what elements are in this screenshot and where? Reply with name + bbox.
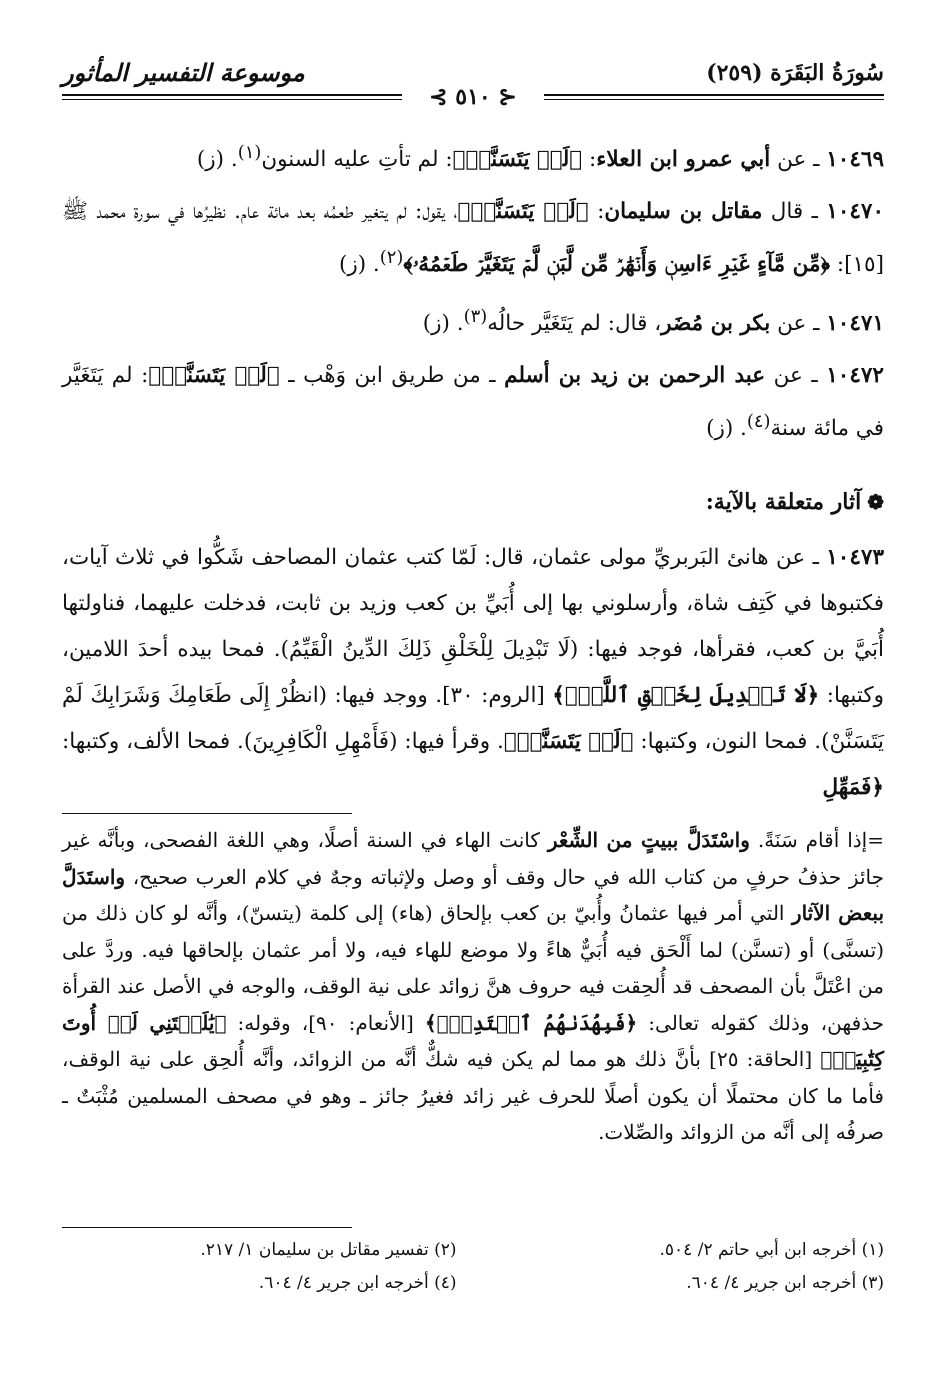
header-rule-right	[544, 94, 884, 100]
text-run: ـ عن	[770, 147, 827, 173]
entry-number: ١٠٤٧٢	[826, 363, 884, 389]
bold-text: ﴿لَمۡ يَتَسَنَّهۡ﴾	[452, 147, 583, 173]
text-run: ـ عن هانئ البَربريِّ مولى عثمان، قال: لَمّا كتب عثمان المصاحف شَكُّوا في ثلاث آيات، فكتبوها في كَتِف شاة، وأرسلوني بها إلى أُبَيِّ بن كعب وزيد بن ثابت، فدخلت عليهما، فناولتها أُبَيَّ بن كعب، فقرأها، فوجد فيها: (لَا تَبْدِيلَ لِلْخَلْقِ ذَلِكَ الدِّينُ الْقَيِّمُ). فمحا بيده أحدَ اللامين، وكتبها:	[62, 544, 885, 708]
bold-text: ﴿فَبِهُدَىٰهُمُ ٱقۡتَدِهۡۗ﴾	[424, 1010, 638, 1035]
text-run: : لم يَتَغَيَّر في مائة سنة	[62, 363, 884, 442]
narration-entry	[62, 130, 884, 183]
narration-entry	[62, 535, 884, 811]
main-text	[62, 130, 884, 817]
footnote-separator	[62, 1227, 352, 1228]
text-run: ـ من طريق ابن وَهْب ـ	[279, 363, 505, 389]
section-heading	[62, 479, 884, 525]
commentary-continuation	[62, 822, 884, 1151]
book-title: موسوعة التفسير المأثور	[62, 58, 305, 87]
footnote-column-right	[489, 1234, 884, 1300]
footnote-marker: (٣)	[463, 306, 488, 328]
text-run: ، قال: لم يَتَغَيَّر حالُه	[487, 311, 662, 337]
text-run: : لم تأتِ عليه السنون	[261, 147, 453, 173]
text-run: [الحاقة: ٢٥] بأنَّ ذلك هو مما لم يكن فيه شكٌّ أنَّه من الزوائد، وأنَّه أُلحِق على نية الوقف، فأما ما كان محتملًا أن يكون أصلًا للحرف غير زائد فغيرُ جائز ـ وهو في مصحف المسلمين مُثْبَتٌ ـ صرفُه إلى أنَّه من الزوائد والصِّلات.	[62, 1047, 884, 1144]
footnote: (٣) أخرجه ابن جرير ٤/ ٦٠٤.	[686, 1273, 884, 1293]
text-run: . (ز)	[422, 311, 464, 337]
text-run: ـ عن	[770, 311, 827, 337]
footnote-marker: (٢)	[379, 247, 404, 269]
section-heading-text: آثار متعلقة بالآية:	[705, 488, 862, 515]
bold-text: ﴿مِّن مَّآءٍ غَيۡرِ ءَاسِنٖ وَأَنۡهَٰرٞ مِّن لَّبَنٖ لَّمۡ يَتَغَيَّرۡ طَعۡمُهُۥ﴾	[403, 252, 831, 278]
bold-text: عبد الرحمن بن زيد بن أسلم	[504, 363, 766, 389]
bold-text: واسْتَدَلَّ ببيتٍ من الشِّعْر	[547, 828, 750, 852]
text-run: التي أمر فيها عثمانُ وأُبيّ بن كعب بإلحاق (هاء) إلى كلمة (يتسنّ)، وأنَّه لو كان ذلك من (تسنَّى) أو (تسنَّن) لما أَلْحَق فيه أُبَيٌّ هاءً ولا موضع للهاء فيه، ولا أمر عثمان بإلحاقها فيه. وردَّ على من اعْتَلَّ بأن المصحف قد أُلحِقت فيه حروف هنَّ زوائد على نية الوقف، والوجه في الأصل عند القرأة حذفهن، وذلك كقوله تعالى:	[62, 901, 884, 1035]
text-run: . (ز)	[706, 416, 747, 442]
bold-text: مقاتل بن سليمان	[604, 199, 763, 225]
text-run: [الروم: ٣٠]. ووجد فيها: (انظُرْ إِلَى طَعَامِكَ وَشَرَابِكَ لَمْ يَتَسَنَّنْ). فمحا النون، وكتبها:	[62, 682, 884, 754]
text-run: [الأنعام: ٩٠]، وقوله:	[226, 1010, 425, 1035]
entry-number: ١٠٤٦٩	[826, 147, 884, 173]
bold-text: ﴿لَمۡ يَتَسَنَّهۡ﴾	[503, 728, 634, 754]
bold-text: أبي عمرو ابن العلاء	[596, 147, 771, 173]
narration-list	[62, 130, 884, 453]
page-number-value: ٥١٠	[455, 84, 491, 110]
footnote-marker: (٤)	[746, 411, 771, 433]
footnote-column-left	[62, 1234, 457, 1300]
entry-number: ١٠٤٧١	[826, 311, 884, 337]
bold-text: بكر بن مُضَر	[661, 311, 771, 337]
text-run: كانت الهاء في السنة أصلًا، وهي اللغة الفصحى، وبأنَّه غير جائز حذفُ حرفٍ من كتاب الله في حال وقف أو وصل ولإثباته وجهٌ في كلام العرب صحيح،	[62, 828, 884, 889]
text-run: :	[582, 147, 597, 173]
surah-title: سُورَةُ البَقَرَة (٢٥٩)	[706, 60, 884, 86]
bold-text: ﴿يَٰلَيۡتَنِي لَمۡ أُوتَ كِتَٰبِيَهۡ﴾	[62, 1010, 884, 1071]
footnote: (١) أخرجه ابن أبي حاتم ٢/ ٥٠٤.	[659, 1240, 884, 1260]
text-run: =إذا أقام سَنَةً.	[749, 828, 884, 852]
entry-number: ١٠٤٧٠	[826, 199, 885, 225]
text-run: . (ز)	[338, 252, 380, 278]
page-header	[62, 56, 884, 110]
footnote: (٢) تفسير مقاتل بن سليمان ١/ ٢١٧.	[200, 1240, 457, 1260]
bold-text: ﴿لَمۡ يَتَسَنَّهۡ﴾	[457, 199, 589, 225]
bold-text: ﴿لَا تَبۡدِيلَ لِخَلۡقِ ٱللَّهِۚ﴾	[552, 682, 820, 708]
ornament-icon: ⊰	[490, 84, 517, 110]
page-number	[419, 84, 527, 110]
header-rule-left	[62, 94, 402, 100]
ornament-icon: ⊱	[429, 84, 456, 110]
text-run: . وقرأ فيها: (فَأَمْهِلِ الْكَافِرِينَ). فمحا الألف، وكتبها:	[62, 728, 504, 754]
text-run: ـ قال	[762, 199, 827, 225]
bold-text: واستَدَلَّ ببعض الآثار	[62, 864, 885, 925]
bold-text: ﴿لَمۡ يَتَسَنَّهۡ﴾	[148, 363, 280, 389]
narration-entry	[62, 189, 884, 288]
text-run: :	[588, 199, 605, 225]
bold-text: ﴿فَمَهِّلِ	[822, 774, 884, 800]
text-run: . (ز)	[196, 147, 238, 173]
entry-number: ١٠٤٧٣	[826, 544, 884, 570]
footnote-marker: (١)	[237, 142, 262, 163]
footnote-separator	[62, 813, 352, 814]
flower-icon: ❁	[867, 489, 884, 514]
text-run: ـ عن	[765, 363, 827, 389]
narration-entry	[62, 294, 884, 347]
narration-entry	[62, 353, 884, 452]
page	[62, 0, 884, 1383]
footnote: (٤) أخرجه ابن جرير ٤/ ٦٠٤.	[258, 1273, 457, 1293]
text-run: ، يقول: لم يتغير طعمُه بعد مائة عام. نظيرُها في سورة محمد ﷺ [١٥]:	[62, 199, 884, 278]
